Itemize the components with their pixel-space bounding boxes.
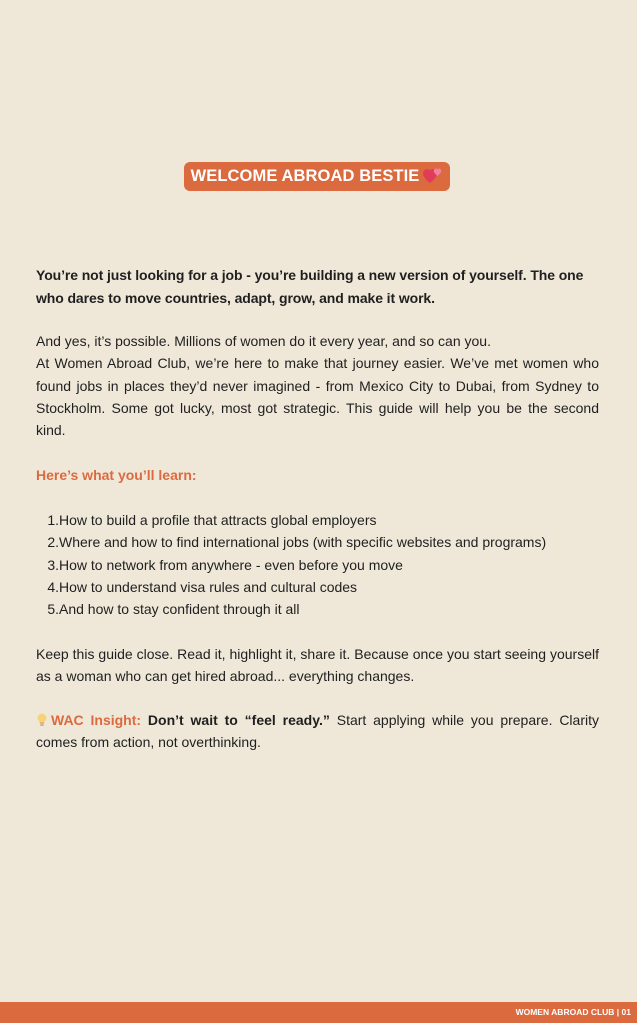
list-number: 3. (47, 556, 59, 573)
closing-paragraph: Keep this guide close. Read it, highlight it, share it. Because once you start seeing yourself as a woman who can get hired abroad... everything changes. (36, 646, 599, 685)
list-text: And how to stay confident through it all (59, 601, 300, 618)
body-line-2: At Women Abroad Club, we’re here to make that journey easier. We’ve met women who found jobs in places they’d never imagined - from Mexico City to Dubai, from Sydney to Stockholm. Some got lucky, most got strategic. This guide will help you be the second kind. (36, 355, 599, 439)
insight-text: Start applying while you prepare. Clarity comes from action, not overthinking. (36, 712, 599, 751)
list-item (46, 531, 606, 553)
list-text: Where and how to find international jobs (with specific websites and programs) (59, 534, 547, 551)
list-number: 1. (47, 512, 59, 528)
page-title: WELCOME ABROAD BESTIE (190, 167, 420, 185)
title-banner (184, 162, 450, 191)
insight-label: WAC Insight: (51, 712, 142, 728)
intro-paragraph: You’re not just looking for a job - you’re building a new version of yourself. The one who dares to move countries, adapt, grow, and make it work. (36, 267, 584, 306)
list-item (46, 554, 606, 576)
list-text: How to understand visa rules and cultural codes (59, 578, 358, 595)
list-text: How to build a profile that attracts global employers (59, 512, 377, 528)
list-number: 5. (47, 601, 59, 618)
two-hearts-icon (423, 167, 443, 185)
insight-emphasis: Don’t wait to “feel ready.” (147, 712, 330, 728)
insight-callout (36, 709, 599, 754)
list-text: How to network from anywhere - even before you move (59, 556, 403, 573)
body-paragraph (36, 330, 599, 441)
body-line-1: And yes, it’s possible. Millions of women do it every year, and so can you. (36, 333, 491, 349)
list-number: 4. (47, 578, 59, 595)
lightbulb-icon (36, 711, 48, 725)
list-item (46, 576, 606, 598)
learn-heading: Here’s what you’ll learn: (36, 467, 197, 483)
list-item (46, 509, 606, 531)
list-item (46, 598, 606, 620)
footer-bar (0, 1002, 637, 1023)
learn-list (46, 509, 606, 620)
list-number: 2. (47, 534, 59, 551)
footer-label: WOMEN ABROAD CLUB | 01 (515, 1007, 631, 1017)
